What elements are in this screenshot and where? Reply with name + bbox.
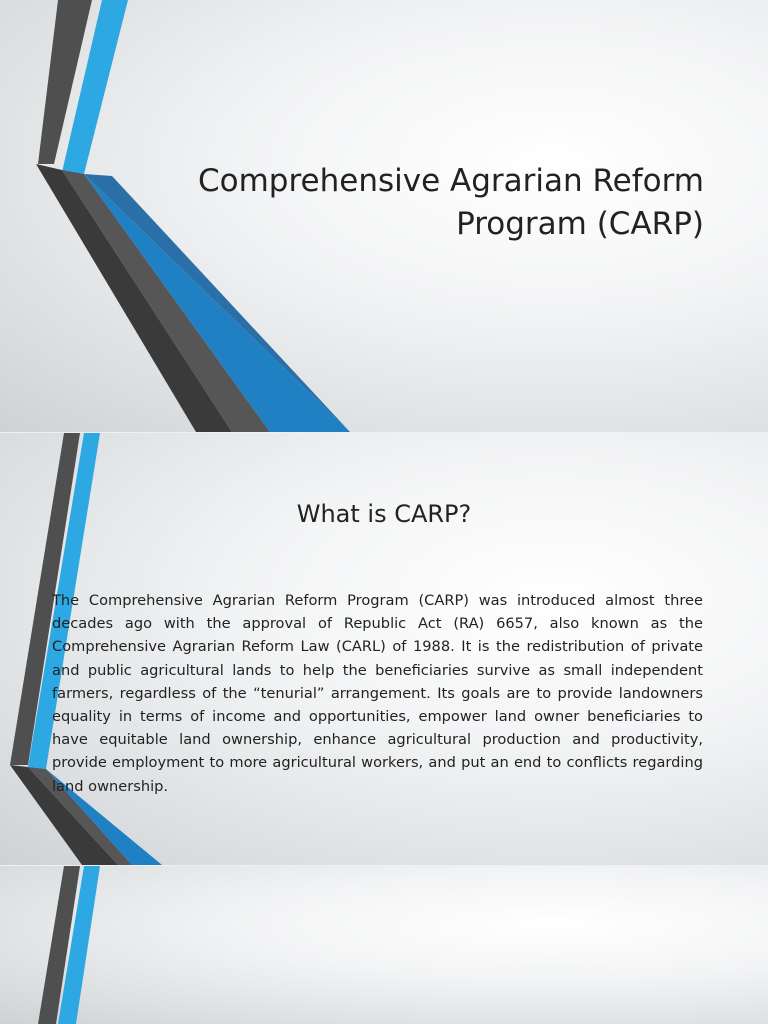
slide-body-text: The Comprehensive Agrarian Reform Program (CARP) was introduced almost three decades ago with the approval of Republic Act (RA) 6657, also known as the Comprehensive Agrarian Reform Law (CARL) of 1988. It is the redistribution of private and public agricultural lands to help the beneficiaries survive as small independent farmers, regardless of the “tenurial” arrangement. Its goals are to provide landowners equality in terms of income and opportunities, empower land owner beneficiaries to have equitable land ownership, enhance agricultural production and productivity, provide employment to more agricultural workers, and put an end to conflicts regarding land ownership. xyxy=(52,592,703,795)
slide-title-text xyxy=(144,160,704,246)
slide-partial xyxy=(0,866,768,1024)
title-line-2: Program (CARP) xyxy=(456,206,704,242)
slide-heading: What is CARP? xyxy=(296,500,472,528)
slide-decoration-graphic xyxy=(0,866,768,1024)
slide-title xyxy=(0,0,768,432)
slide-what-is-carp xyxy=(0,433,768,865)
title-line-1: Comprehensive Agrarian Reform xyxy=(197,163,704,199)
